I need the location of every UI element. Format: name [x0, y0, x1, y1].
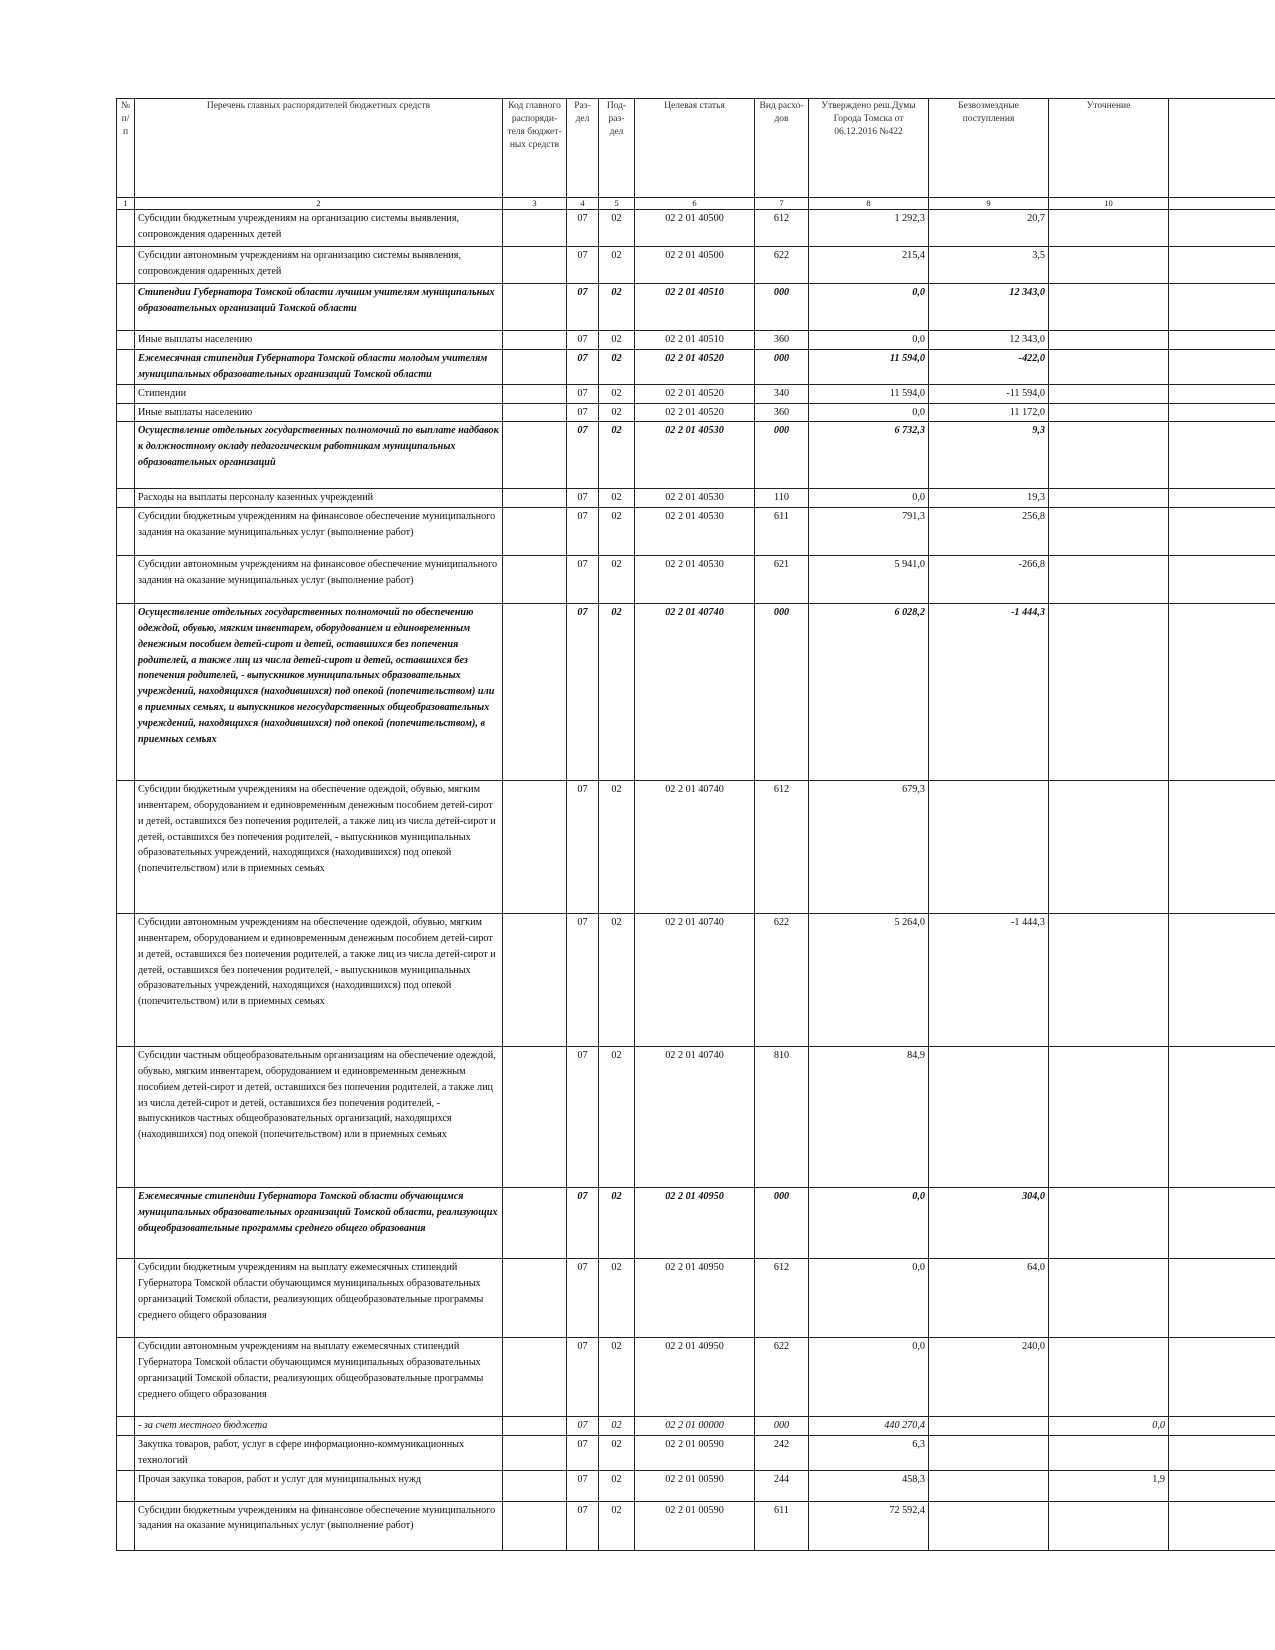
cell-subsection: 02: [599, 331, 635, 350]
column-number-row: [117, 198, 1275, 210]
cell-clarification: [1049, 1501, 1169, 1550]
cell-section: 07: [567, 247, 599, 284]
cell-approved: 0,0: [809, 1259, 929, 1338]
cell-clarification: [1049, 384, 1169, 403]
cell-empty: [117, 508, 135, 556]
cell-approved: 0,0: [809, 403, 929, 422]
cell-section: 07: [567, 384, 599, 403]
cell-clarification: [1049, 556, 1169, 604]
cell-subsection: 02: [599, 914, 635, 1047]
cell-kind: 000: [755, 349, 809, 384]
cell-section: 07: [567, 210, 599, 247]
cell-target: 02 2 01 40500: [635, 210, 755, 247]
cell-section: 07: [567, 284, 599, 331]
column-number: 3: [503, 198, 567, 210]
header-cell: № п/п: [117, 99, 135, 198]
cell-section: 07: [567, 489, 599, 508]
cell-empty: [117, 1047, 135, 1188]
cell-name: Прочая закупка товаров, работ и услуг для муниципальных нужд: [135, 1470, 503, 1501]
cell-approved: 5 264,0: [809, 914, 929, 1047]
cell-section: 07: [567, 1417, 599, 1436]
cell-section: 07: [567, 1338, 599, 1417]
cell-target: 02 2 01 40950: [635, 1188, 755, 1259]
cell-empty: [117, 1338, 135, 1417]
header-cell: Уточнение: [1049, 99, 1169, 198]
cell-target: 02 2 01 40740: [635, 781, 755, 914]
cell-name: Субсидии бюджетным учреждениям на выплату ежемесячных стипендий Губернатора Томской области обучающимся муниципальных образовательных организаций Томской области, реализующих общеобразовательные программы среднего общего образования: [135, 1259, 503, 1338]
cell-subsection: 02: [599, 384, 635, 403]
cell-empty: [1169, 556, 1275, 604]
cell-section: 07: [567, 556, 599, 604]
cell-empty: [1169, 489, 1275, 508]
cell-empty: [1169, 1470, 1275, 1501]
cell-subsection: 02: [599, 1417, 635, 1436]
cell-name: Субсидии автономным учреждениям на финансовое обеспечение муниципального задания на оказание муниципальных услуг (выполнение работ): [135, 556, 503, 604]
header-cell: Безвозмездные поступления: [929, 99, 1049, 198]
cell-section: 07: [567, 1188, 599, 1259]
cell-subsection: 02: [599, 210, 635, 247]
cell-section: 07: [567, 403, 599, 422]
cell-section: 07: [567, 422, 599, 489]
cell-kind: 000: [755, 422, 809, 489]
cell-target: 02 2 01 00590: [635, 1470, 755, 1501]
cell-subsection: 02: [599, 781, 635, 914]
table-row: [117, 1338, 1275, 1417]
cell-name: - за счет местного бюджета: [135, 1417, 503, 1436]
cell-approved: 6 028,2: [809, 604, 929, 781]
cell-name: Иные выплаты населению: [135, 403, 503, 422]
cell-empty: [1169, 1435, 1275, 1470]
cell-kind: 340: [755, 384, 809, 403]
cell-empty: [503, 1417, 567, 1436]
column-number-empty: [1169, 198, 1275, 210]
column-number: 10: [1049, 198, 1169, 210]
cell-target: 02 2 01 00590: [635, 1435, 755, 1470]
cell-subsection: 02: [599, 604, 635, 781]
cell-section: 07: [567, 1259, 599, 1338]
cell-clarification: [1049, 489, 1169, 508]
cell-section: 07: [567, 1470, 599, 1501]
cell-target: 02 2 01 40740: [635, 914, 755, 1047]
cell-name: Осуществление отдельных государственных полномочий по выплате надбавок к должностному окладу педагогическим работникам муниципальных образовательных организаций: [135, 422, 503, 489]
cell-empty: [1169, 384, 1275, 403]
cell-gratuitous: [929, 781, 1049, 914]
cell-name: Субсидии частным общеобразовательным организациям на обеспечение одеждой, обувью, мягким инвентарем, оборудованием и единовременным денежным пособием детей-сирот и детей, оставшихся без попечения родителей, а также лиц из числа детей-сирот и детей, оставшихся без попечения родителей, - выпускников частных общеобразовательных организаций, находящихся (находившихся) под опекой (попечительством) или в приемных семьях: [135, 1047, 503, 1188]
table-row: [117, 781, 1275, 914]
cell-name: Стипендии Губернатора Томской области лучшим учителям муниципальных образовательных организаций Томской области: [135, 284, 503, 331]
cell-approved: 11 594,0: [809, 384, 929, 403]
cell-subsection: 02: [599, 1470, 635, 1501]
cell-kind: 612: [755, 781, 809, 914]
cell-target: 02 2 01 00000: [635, 1417, 755, 1436]
cell-kind: 611: [755, 1501, 809, 1550]
cell-target: 02 2 01 40530: [635, 556, 755, 604]
cell-empty: [1169, 1338, 1275, 1417]
cell-approved: 679,3: [809, 781, 929, 914]
column-number: 6: [635, 198, 755, 210]
cell-empty: [1169, 1501, 1275, 1550]
cell-empty: [117, 1435, 135, 1470]
cell-clarification: [1049, 331, 1169, 350]
cell-approved: 11 594,0: [809, 349, 929, 384]
cell-approved: 215,4: [809, 247, 929, 284]
cell-name: Расходы на выплаты персоналу казенных учреждений: [135, 489, 503, 508]
table-row: [117, 422, 1275, 489]
cell-approved: 6,3: [809, 1435, 929, 1470]
header-row: [117, 99, 1275, 198]
cell-gratuitous: 9,3: [929, 422, 1049, 489]
cell-gratuitous: [929, 1501, 1049, 1550]
header-cell: Вид расхо-дов: [755, 99, 809, 198]
cell-empty: [117, 1417, 135, 1436]
cell-empty: [1169, 210, 1275, 247]
cell-empty: [503, 403, 567, 422]
cell-clarification: [1049, 781, 1169, 914]
header-cell: Целевая статья: [635, 99, 755, 198]
cell-empty: [503, 604, 567, 781]
cell-empty: [503, 1047, 567, 1188]
cell-empty: [503, 914, 567, 1047]
cell-empty: [503, 331, 567, 350]
cell-gratuitous: [929, 1047, 1049, 1188]
cell-empty: [117, 489, 135, 508]
cell-section: 07: [567, 1501, 599, 1550]
cell-kind: 810: [755, 1047, 809, 1188]
cell-subsection: 02: [599, 422, 635, 489]
cell-clarification: [1049, 403, 1169, 422]
cell-empty: [503, 1259, 567, 1338]
cell-clarification: [1049, 508, 1169, 556]
cell-empty: [1169, 1188, 1275, 1259]
table-row: [117, 489, 1275, 508]
cell-approved: 440 270,4: [809, 1417, 929, 1436]
cell-subsection: 02: [599, 403, 635, 422]
cell-clarification: [1049, 247, 1169, 284]
cell-empty: [117, 914, 135, 1047]
cell-clarification: [1049, 284, 1169, 331]
cell-empty: [117, 284, 135, 331]
cell-section: 07: [567, 331, 599, 350]
cell-empty: [1169, 914, 1275, 1047]
cell-empty: [1169, 781, 1275, 914]
budget-table: [116, 98, 1275, 1551]
cell-kind: 000: [755, 1417, 809, 1436]
cell-empty: [503, 1470, 567, 1501]
cell-target: 02 2 01 40740: [635, 1047, 755, 1188]
cell-approved: 1 292,3: [809, 210, 929, 247]
cell-approved: 0,0: [809, 331, 929, 350]
header-cell: Раз-дел: [567, 99, 599, 198]
header-cell: Перечень главных распорядителей бюджетных средств: [135, 99, 503, 198]
cell-gratuitous: [929, 1470, 1049, 1501]
cell-target: 02 2 01 40950: [635, 1338, 755, 1417]
cell-section: 07: [567, 1435, 599, 1470]
cell-empty: [117, 1501, 135, 1550]
cell-empty: [117, 604, 135, 781]
cell-empty: [117, 384, 135, 403]
cell-subsection: 02: [599, 1188, 635, 1259]
cell-kind: 244: [755, 1470, 809, 1501]
cell-target: 02 2 01 40950: [635, 1259, 755, 1338]
cell-target: 02 2 01 40530: [635, 489, 755, 508]
cell-approved: 791,3: [809, 508, 929, 556]
table-row: [117, 914, 1275, 1047]
cell-empty: [503, 556, 567, 604]
cell-approved: 0,0: [809, 284, 929, 331]
cell-approved: 84,9: [809, 1047, 929, 1188]
cell-empty: [503, 284, 567, 331]
cell-name: Закупка товаров, работ, услуг в сфере информационно-коммуникационных технологий: [135, 1435, 503, 1470]
cell-kind: 621: [755, 556, 809, 604]
cell-subsection: 02: [599, 1259, 635, 1338]
cell-name: Субсидии бюджетным учреждениям на обеспечение одеждой, обувью, мягким инвентарем, оборудованием и единовременным денежным пособием детей-сирот и детей, оставшихся без попечения родителей, а также лиц из числа детей-сирот и детей, оставшихся без попечения родителей, - выпускников муниципальных образовательных учреждений, находящихся (находившихся) под опекой (попечительством) или в приемных семьях: [135, 781, 503, 914]
cell-name: Ежемесячные стипендии Губернатора Томской области обучающимся муниципальных образовательных организаций Томской области, реализующих общеобразовательные программы среднего общего образования: [135, 1188, 503, 1259]
cell-gratuitous: -422,0: [929, 349, 1049, 384]
cell-name: Субсидии бюджетным учреждениям на организацию системы выявления, сопровождения одаренных детей: [135, 210, 503, 247]
cell-gratuitous: -1 444,3: [929, 914, 1049, 1047]
cell-kind: 000: [755, 604, 809, 781]
cell-approved: 6 732,3: [809, 422, 929, 489]
table-row: [117, 349, 1275, 384]
cell-empty: [503, 1188, 567, 1259]
cell-empty: [117, 781, 135, 914]
cell-clarification: 1,9: [1049, 1470, 1169, 1501]
table-row: [117, 210, 1275, 247]
cell-name: Субсидии автономным учреждениям на организацию системы выявления, сопровождения одаренных детей: [135, 247, 503, 284]
cell-clarification: [1049, 914, 1169, 1047]
cell-gratuitous: 304,0: [929, 1188, 1049, 1259]
cell-kind: 622: [755, 914, 809, 1047]
cell-kind: 000: [755, 284, 809, 331]
cell-section: 07: [567, 781, 599, 914]
cell-empty: [503, 1338, 567, 1417]
table-row: [117, 1188, 1275, 1259]
column-number: 9: [929, 198, 1049, 210]
cell-name: Субсидии автономным учреждениям на обеспечение одеждой, обувью, мягким инвентарем, оборудованием и единовременным денежным пособием детей-сирот и детей, оставшихся без попечения родителей, а также лиц из числа детей-сирот и детей, оставшихся без попечения родителей, - выпускников муниципальных образовательных учреждений, находящихся (находившихся) под опекой (попечительством) или в приемных семьях: [135, 914, 503, 1047]
table-body: [117, 210, 1275, 1551]
cell-empty: [1169, 284, 1275, 331]
table-row: [117, 556, 1275, 604]
cell-target: 02 2 01 40510: [635, 284, 755, 331]
cell-empty: [503, 349, 567, 384]
cell-empty: [1169, 1047, 1275, 1188]
table-row: [117, 508, 1275, 556]
cell-gratuitous: 256,8: [929, 508, 1049, 556]
cell-gratuitous: 240,0: [929, 1338, 1049, 1417]
cell-empty: [117, 331, 135, 350]
cell-kind: 360: [755, 331, 809, 350]
cell-empty: [1169, 1417, 1275, 1436]
cell-empty: [1169, 331, 1275, 350]
cell-subsection: 02: [599, 556, 635, 604]
cell-name: Иные выплаты населению: [135, 331, 503, 350]
column-number: 4: [567, 198, 599, 210]
cell-kind: 622: [755, 1338, 809, 1417]
header-cell: Под-раз-дел: [599, 99, 635, 198]
cell-target: 02 2 01 40520: [635, 384, 755, 403]
cell-gratuitous: -266,8: [929, 556, 1049, 604]
cell-section: 07: [567, 349, 599, 384]
cell-empty: [117, 349, 135, 384]
cell-target: 02 2 01 40740: [635, 604, 755, 781]
cell-clarification: [1049, 210, 1169, 247]
cell-clarification: [1049, 349, 1169, 384]
header-cell: Код главного распоряди-теля бюджет-ных средств: [503, 99, 567, 198]
cell-empty: [117, 556, 135, 604]
cell-clarification: [1049, 604, 1169, 781]
cell-subsection: 02: [599, 508, 635, 556]
cell-subsection: 02: [599, 1501, 635, 1550]
cell-target: 02 2 01 40530: [635, 508, 755, 556]
column-number: 8: [809, 198, 929, 210]
cell-gratuitous: [929, 1417, 1049, 1436]
cell-gratuitous: [929, 1435, 1049, 1470]
cell-name: Субсидии автономным учреждениям на выплату ежемесячных стипендий Губернатора Томской области обучающимся муниципальных образовательных организаций Томской области, реализующих общеобразовательные программы среднего общего образования: [135, 1338, 503, 1417]
cell-section: 07: [567, 1047, 599, 1188]
table-row: [117, 1470, 1275, 1501]
cell-gratuitous: 12 343,0: [929, 331, 1049, 350]
cell-target: 02 2 01 40520: [635, 349, 755, 384]
cell-empty: [1169, 604, 1275, 781]
cell-clarification: [1049, 1338, 1169, 1417]
cell-section: 07: [567, 508, 599, 556]
cell-name: Ежемесячная стипендия Губернатора Томской области молодым учителям муниципальных образовательных организаций Томской области: [135, 349, 503, 384]
cell-name: Стипендии: [135, 384, 503, 403]
cell-subsection: 02: [599, 489, 635, 508]
cell-gratuitous: 20,7: [929, 210, 1049, 247]
cell-name: Субсидии бюджетным учреждениям на финансовое обеспечение муниципального задания на оказание муниципальных услуг (выполнение работ): [135, 1501, 503, 1550]
cell-empty: [503, 422, 567, 489]
column-number: 7: [755, 198, 809, 210]
cell-kind: 622: [755, 247, 809, 284]
cell-target: 02 2 01 40520: [635, 403, 755, 422]
cell-empty: [117, 1470, 135, 1501]
cell-gratuitous: 64,0: [929, 1259, 1049, 1338]
cell-empty: [503, 1435, 567, 1470]
cell-gratuitous: -1 444,3: [929, 604, 1049, 781]
cell-section: 07: [567, 914, 599, 1047]
cell-kind: 110: [755, 489, 809, 508]
cell-empty: [503, 384, 567, 403]
cell-target: 02 2 01 40500: [635, 247, 755, 284]
cell-gratuitous: 12 343,0: [929, 284, 1049, 331]
cell-clarification: [1049, 1188, 1169, 1259]
cell-gratuitous: 11 172,0: [929, 403, 1049, 422]
header-cell-empty: [1169, 99, 1275, 198]
table-row: [117, 604, 1275, 781]
cell-empty: [503, 508, 567, 556]
cell-name: Осуществление отдельных государственных полномочий по обеспечению одеждой, обувью, мягким инвентарем, оборудованием и единовременным денежным пособием детей-сирот и детей, оставшихся без попечения родителей, а также лиц из числа детей-сирот и детей, оставшихся без попечения родителей, - выпускников муниципальных образовательных учреждений, находящихся (находившихся) под опекой (попечительством) или в приемных семьях, и выпускников негосударственных общеобразовательных учреждений, находящихся (находившихся) под опекой (попечительством), в приемных семьях: [135, 604, 503, 781]
cell-target: 02 2 01 40510: [635, 331, 755, 350]
cell-subsection: 02: [599, 1435, 635, 1470]
cell-empty: [117, 1259, 135, 1338]
cell-kind: 611: [755, 508, 809, 556]
cell-target: 02 2 01 40530: [635, 422, 755, 489]
cell-kind: 242: [755, 1435, 809, 1470]
cell-kind: 360: [755, 403, 809, 422]
cell-empty: [503, 1501, 567, 1550]
cell-empty: [503, 247, 567, 284]
cell-gratuitous: 3,5: [929, 247, 1049, 284]
cell-gratuitous: 19,3: [929, 489, 1049, 508]
table-row: [117, 384, 1275, 403]
cell-name: Субсидии бюджетным учреждениям на финансовое обеспечение муниципального задания на оказание муниципальных услуг (выполнение работ): [135, 508, 503, 556]
table-row: [117, 284, 1275, 331]
cell-subsection: 02: [599, 349, 635, 384]
cell-empty: [117, 210, 135, 247]
column-number: 1: [117, 198, 135, 210]
cell-target: 02 2 01 00590: [635, 1501, 755, 1550]
table-row: [117, 247, 1275, 284]
cell-empty: [117, 403, 135, 422]
cell-empty: [1169, 403, 1275, 422]
cell-subsection: 02: [599, 1338, 635, 1417]
table-row: [117, 1435, 1275, 1470]
cell-approved: 0,0: [809, 1338, 929, 1417]
cell-gratuitous: -11 594,0: [929, 384, 1049, 403]
cell-approved: 5 941,0: [809, 556, 929, 604]
cell-subsection: 02: [599, 1047, 635, 1188]
cell-kind: 612: [755, 1259, 809, 1338]
header-cell: Утверждено реш.Думы Города Томска от 06.12.2016 №422: [809, 99, 929, 198]
table-row: [117, 1417, 1275, 1436]
cell-empty: [117, 247, 135, 284]
cell-approved: 72 592,4: [809, 1501, 929, 1550]
cell-empty: [503, 781, 567, 914]
cell-subsection: 02: [599, 284, 635, 331]
cell-approved: 0,0: [809, 1188, 929, 1259]
table-row: [117, 1501, 1275, 1550]
column-number: 5: [599, 198, 635, 210]
cell-empty: [503, 489, 567, 508]
cell-empty: [1169, 422, 1275, 489]
cell-empty: [1169, 247, 1275, 284]
cell-empty: [1169, 1259, 1275, 1338]
table-row: [117, 403, 1275, 422]
cell-kind: 000: [755, 1188, 809, 1259]
table-row: [117, 1259, 1275, 1338]
cell-clarification: 0,0: [1049, 1417, 1169, 1436]
cell-section: 07: [567, 604, 599, 781]
cell-empty: [117, 1188, 135, 1259]
cell-kind: 612: [755, 210, 809, 247]
cell-clarification: [1049, 422, 1169, 489]
cell-clarification: [1049, 1435, 1169, 1470]
column-number: 2: [135, 198, 503, 210]
table-row: [117, 1047, 1275, 1188]
cell-clarification: [1049, 1259, 1169, 1338]
cell-empty: [1169, 349, 1275, 384]
cell-subsection: 02: [599, 247, 635, 284]
cell-empty: [1169, 508, 1275, 556]
cell-clarification: [1049, 1047, 1169, 1188]
cell-approved: 458,3: [809, 1470, 929, 1501]
cell-empty: [117, 422, 135, 489]
table-row: [117, 331, 1275, 350]
cell-empty: [503, 210, 567, 247]
cell-approved: 0,0: [809, 489, 929, 508]
